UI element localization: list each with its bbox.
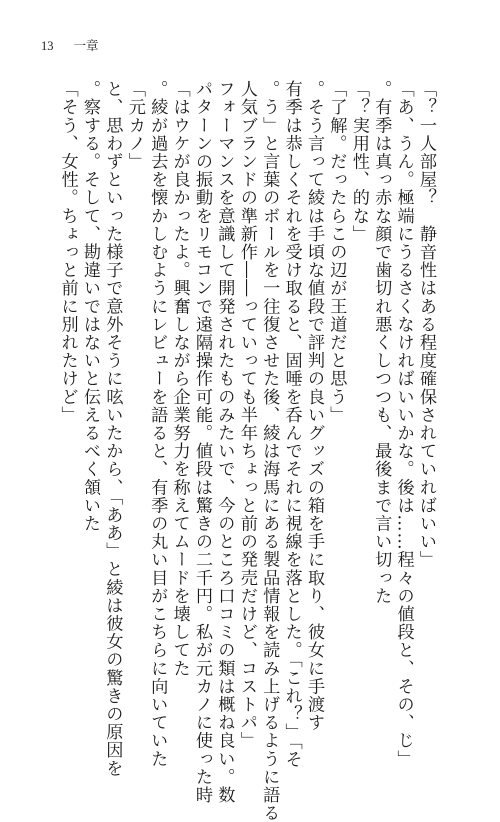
text-line: 「了解。だったらこの辺が王道だと思う」 [326,80,347,424]
text-line: 「人気ブランドの準新作――っていっても半年ちょっと前の発売だけど、コストパ [236,80,257,750]
text-line: 綾が過去を懐かしむようにレビューを語ると、有季の丸い目がこちらに向いていた。 [147,80,168,786]
text-line: そう言って綾は手頃な値段で評判の良いグッズの箱を手に取り、彼女に手渡す。 [304,80,324,750]
text-line: はウケが良かったよ。興奮しながら企業努力を称えてムードを壊してた」 [169,80,190,678]
text-line: 察する。そして、勘違いではないと伝えるべく頷いた。 [80,80,100,533]
text-line: パターンの振動をリモコンで遠隔操作可能。値段は驚きの二千円。私が元カノに使った時 [192,80,212,804]
text-line: 「一人部屋？ 静音性はある程度確保されていればいい？」 [416,80,436,569]
text-line: 有季は真っ赤な顔で歯切れ悪くしつつも、最後まで言い切った。 [371,80,392,624]
page-number: 13 [41,39,54,53]
text-line: 「実用性、的な？」 [348,80,369,243]
text-line: 有季は恭しくそれを受け取ると、固唾を呑んでそれに視線を落とした。「これ？」「そ [281,80,302,787]
text-line: 「そう、女性。ちょっと前に別れたけど」 [57,80,78,424]
text-line: 「あ、うん。極端にうるさくなければいいかな。後は……程々の値段と、その、じ」 [393,80,414,768]
text-line: と、思わずといった様子で意外そうに呟いたから、「ああ」と綾は彼女の驚きの原因を [102,80,123,796]
vertical-text-body [57,80,436,822]
text-line: フォーマンスを意識して開発されたものみたいで、今のところ口コミの類は概ね良い。数 [214,80,235,804]
chapter-title: 一章 [73,39,99,53]
running-header [41,36,99,54]
text-line: う」と言葉のボールを一往復させた後、綾は海馬にある製品情報を読み上げるように語る。 [259,80,280,822]
text-line: 「元カノ」 [124,80,145,171]
